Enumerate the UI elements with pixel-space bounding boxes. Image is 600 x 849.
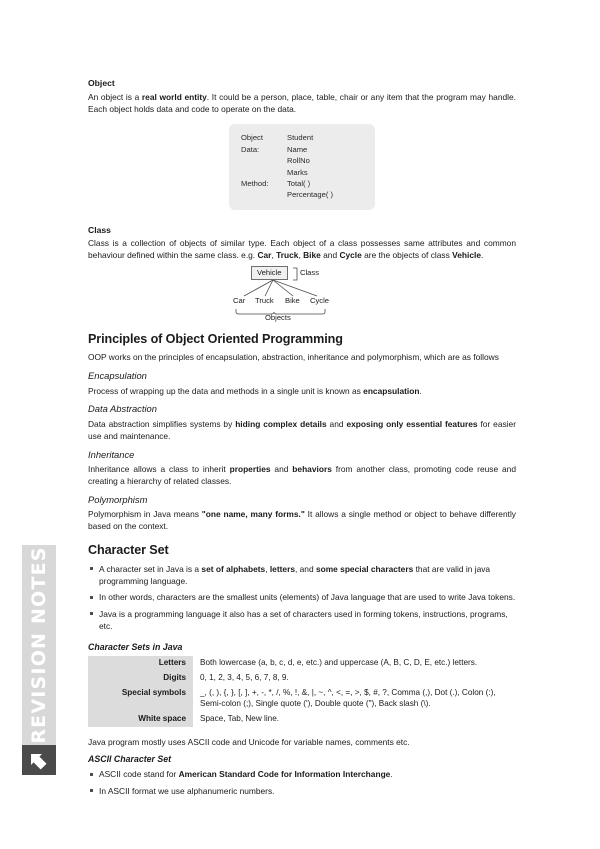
table-row-label: Letters [88, 656, 193, 671]
character-set-heading: Character Set [88, 542, 169, 557]
vehicle-class-annotation-label: Class [300, 268, 319, 278]
data-abstraction-text-b: and [326, 418, 347, 429]
vehicle-objects-annotation [265, 313, 291, 322]
object-box-value: Percentage( ) [287, 190, 334, 200]
arrow-up-left-icon [22, 745, 56, 775]
encapsulation-bold: encapsulation [363, 385, 420, 396]
vehicle-child-label: Cycle [310, 296, 329, 306]
vehicle-child-cycle [310, 296, 329, 305]
vehicle-class-annotation [300, 268, 319, 277]
vehicle-child-truck [255, 296, 274, 305]
data-abstraction-text-a: Data abstraction simplifies systems by [88, 418, 236, 429]
object-box-value: Student [287, 133, 314, 143]
object-paragraph-bold: real world entity [141, 91, 207, 102]
list-item: In ASCII format we use alphanumeric numbers. [88, 785, 516, 797]
table-row-label: White space [88, 712, 193, 727]
class-heading: Class [88, 224, 111, 235]
bullet-bold-3: some special characters [315, 563, 414, 574]
vehicle-child-bike [285, 296, 300, 305]
object-diagram [88, 124, 516, 209]
object-box [229, 124, 375, 209]
inheritance-text-b: and [270, 463, 293, 474]
object-box-key: Method: [241, 179, 269, 188]
section-principles [88, 332, 516, 533]
data-abstraction-heading: Data Abstraction [88, 403, 157, 415]
ascii-bullet-text-a: ASCII code stand for [99, 769, 179, 780]
object-box-key: Data: [241, 144, 260, 154]
encapsulation-text-a: Process of wrapping up the data and methods in a single unit is known as [88, 385, 364, 396]
document-page [88, 0, 516, 849]
bullet-text-c: , and [294, 563, 316, 574]
character-set-footnote: Java program mostly uses ASCII code and Unicode for variable names, comments etc. [88, 736, 410, 747]
object-box-row [241, 178, 365, 201]
table-row [88, 712, 516, 727]
vehicle-child-label: Car [233, 296, 246, 306]
object-heading: Object [88, 78, 115, 88]
list-item: In other words, characters are the smallest units (elements) of Java language that are used to write Java tokens. [88, 591, 516, 603]
revision-notes-label: REVISION NOTES [28, 546, 50, 744]
object-box-values [287, 132, 365, 143]
bullet-text-d: that are valid in java programming language. [99, 563, 491, 587]
polymorphism-paragraph [88, 509, 516, 533]
list-item [88, 768, 516, 780]
table-row-value: 0, 1, 2, 3, 4, 5, 6, 7, 8, 9. [200, 673, 289, 683]
object-paragraph [88, 92, 516, 116]
data-abstraction-paragraph [88, 419, 516, 443]
section-ascii [88, 754, 516, 797]
table-row [88, 686, 516, 712]
encapsulation-paragraph [88, 386, 516, 398]
inheritance-paragraph [88, 464, 516, 488]
inheritance-text-a: Inheritance allows a class to inherit [88, 463, 230, 474]
polymorphism-text-b: It allows a single method or object to behave differently based on the context. [88, 508, 516, 531]
ascii-bullet-text-b: . [390, 769, 393, 780]
class-bold-bike: Bike [303, 250, 321, 261]
encapsulation-heading: Encapsulation [88, 370, 147, 382]
section-object [88, 78, 516, 210]
vehicle-objects-label: Objects [265, 313, 291, 323]
ascii-heading: ASCII Character Set [88, 753, 172, 764]
polymorphism-text-a: Polymorphism in Java means [88, 508, 202, 519]
table-row-label: Special symbols [88, 686, 193, 712]
data-abstraction-bold-2: exposing only essential features [346, 418, 478, 429]
data-abstraction-bold-1: hiding complex details [235, 418, 327, 429]
vehicle-root-node [251, 266, 288, 279]
ascii-bullet-bold-1: American Standard Code for Information Interchange [178, 769, 391, 780]
character-set-bullet-list [88, 563, 516, 632]
inheritance-bold-2: behaviors [292, 463, 332, 474]
table-row-value: Space, Tab, New line. [200, 713, 280, 723]
principles-heading: Principles of Object Oriented Programming [88, 332, 343, 347]
vehicle-child-label: Truck [255, 296, 274, 306]
polymorphism-heading: Polymorphism [88, 493, 148, 505]
object-box-key: Object [241, 133, 263, 143]
class-sep-1: , [271, 250, 277, 261]
object-box-value: RollNo [287, 156, 310, 166]
class-sep-3: and [320, 250, 340, 261]
vehicle-child-car [233, 296, 245, 305]
vehicle-child-label: Bike [285, 296, 300, 306]
ascii-bullet-list [88, 768, 516, 796]
table-row-value: Both lowercase (a, b, c, d, e, etc.) and uppercase (A, B, C, D, E, etc.) letters. [200, 658, 478, 668]
section-class [88, 224, 516, 323]
object-box-value: Name [287, 144, 308, 154]
bullet-bold-2: letters [269, 563, 295, 574]
bullet-text-a: A character set in Java is a [99, 563, 202, 574]
class-bold-vehicle: Vehicle [452, 250, 481, 261]
table-row [88, 656, 516, 671]
inheritance-text-c: from another class, promoting code reuse and creating a hierarchy of related classes. [88, 463, 516, 486]
object-box-values [287, 178, 365, 201]
table-row-value: _, (, ), {, }, [, ], +, -, *, /, %, !, &, |, ~, ^, <, =, >, $, #, ?, Comma (,), Dot (.), Colon (:), Semi-colon (;), Single quote ('), Double quote ("), Back slash (\). [200, 687, 496, 709]
inheritance-bold-1: properties [229, 463, 271, 474]
data-abstraction-text-c: for easier use and maintenance. [88, 418, 516, 441]
bullet-text-b: , [265, 563, 270, 574]
object-box-row [241, 132, 365, 143]
list-item: Java is a programming language it also has a set of characters used in forming tokens, instructions, programs, etc. [88, 608, 516, 632]
class-bold-cycle: Cycle [339, 250, 362, 261]
encapsulation-text-b: . [419, 385, 422, 396]
character-sets-table [88, 656, 516, 726]
class-text-b: are the objects of class [361, 250, 453, 261]
vehicle-root-label: Vehicle [257, 268, 282, 278]
inheritance-heading: Inheritance [88, 448, 135, 460]
object-box-row [241, 144, 365, 178]
table-row [88, 671, 516, 686]
bullet-bold-1: set of alphabets [201, 563, 266, 574]
polymorphism-bold-1: "one name, many forms." [201, 508, 305, 519]
revision-notes-tab [22, 545, 56, 745]
vehicle-class-diagram [88, 266, 516, 323]
class-text-c: . [480, 250, 484, 261]
object-box-values [287, 144, 365, 178]
class-paragraph [88, 238, 516, 262]
class-bold-car: Car [257, 250, 272, 261]
object-box-value: Marks [287, 167, 308, 177]
list-item [88, 563, 516, 587]
object-box-value: Total( ) [287, 179, 311, 188]
object-paragraph-part-1: An object is a [88, 91, 142, 102]
class-text-a: Class is a collection of objects of similar type. Each object of a class possesses same attributes and common behaviour defined within the same class. e.g. [88, 238, 516, 261]
principles-intro: OOP works on the principles of encapsulation, abstraction, inheritance and polymorphism, which are as follows [88, 352, 499, 363]
class-sep-2: , [298, 250, 304, 261]
section-character-set [88, 543, 516, 748]
character-sets-table-heading: Character Sets in Java [88, 641, 183, 652]
class-bold-truck: Truck [276, 250, 299, 261]
object-paragraph-part-2: . It could be a person, place, table, chair or any item that the program may handle. Each object holds data and code to operate on the data. [88, 91, 516, 114]
table-row-label: Digits [88, 671, 193, 686]
